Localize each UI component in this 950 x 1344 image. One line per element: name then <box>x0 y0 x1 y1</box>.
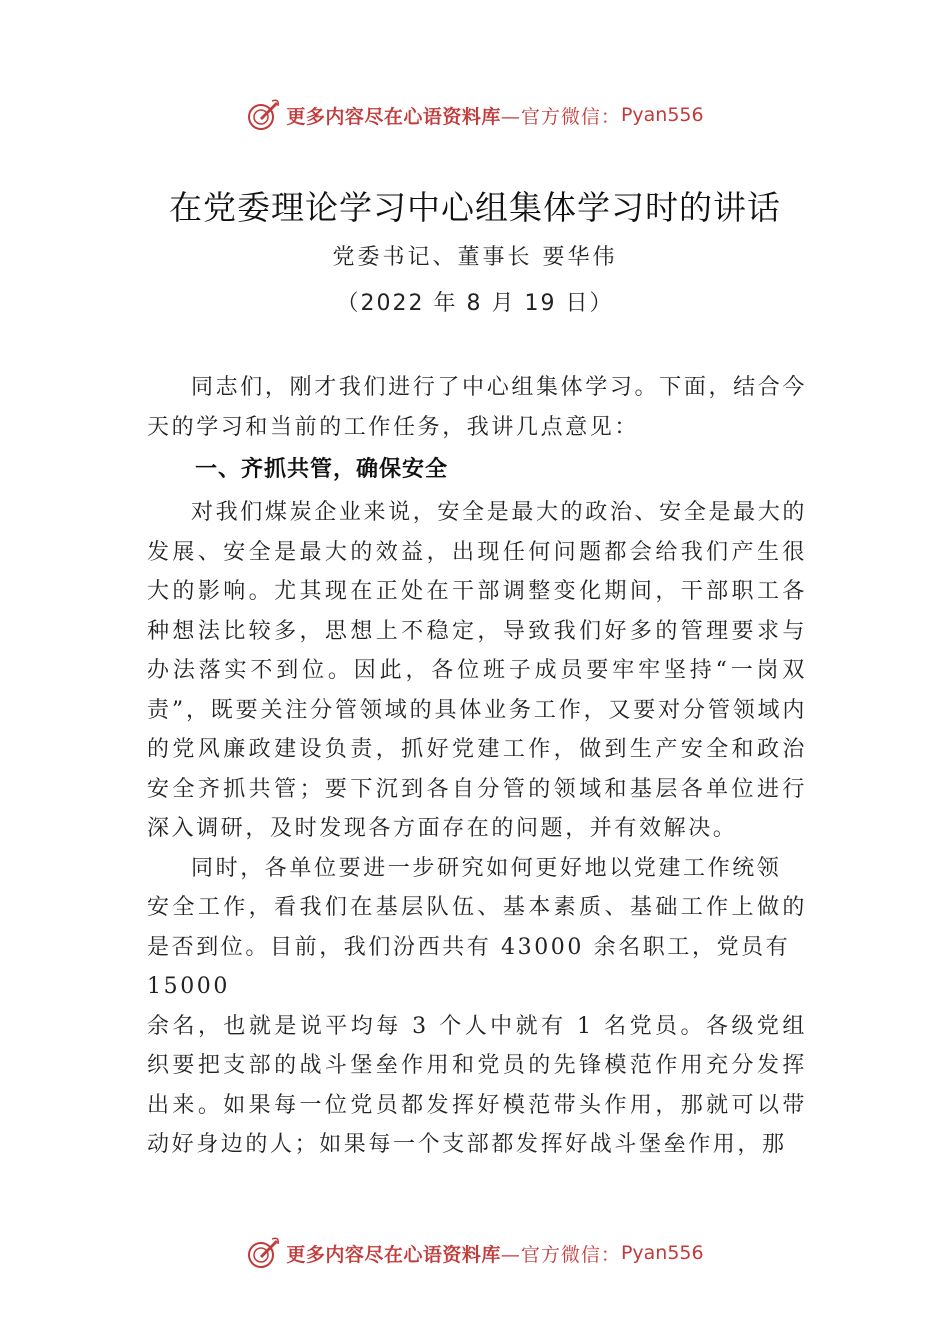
document-body <box>147 368 807 1165</box>
watermark-brand-text: 更多内容尽在心语资料库 <box>286 105 501 128</box>
opening-paragraph: 同志们，刚才我们进行了中心组集体学习。下面，结合今天的学习和当前的工作任务，我讲几点意见： <box>147 375 807 440</box>
section-1-paragraph-1: 对我们煤炭企业来说，安全是最大的政治、安全是最大的发展、安全是最大的效益，出现任何问题都会给我们产生很大的影响。尤其现在正处在干部调整变化期间，干部职工各种想法比较多，思想上不稳定，导致我们好多的管理要求与办法落实不到位。因此，各位班子成员要牢牢坚持“一岗双责”，既要关注分管领域的具体业务工作，又要对分管领域内的党风廉政建设负责，抓好党建工作，做到生产安全和政治安全齐抓共管；要下沉到各自分管的领域和基层各单位进行深入调研，及时发现各方面存在的问题，并有效解决。 <box>147 500 807 841</box>
quill-ink-logo-icon <box>246 1236 280 1270</box>
header-watermark-banner <box>0 95 950 135</box>
footer-watermark-banner <box>0 1233 950 1273</box>
watermark-wechat-handle: Pyan556 <box>620 1242 704 1264</box>
watermark-official-label: —官方微信： <box>500 105 621 128</box>
document-byline: 党委书记、董事长 要华伟 <box>332 245 618 270</box>
section-1-paragraph-2-continuation: 余名，也就是说平均每 3 个人中就有 1 名党员。各级党组织要把支部的战斗堡垒作用和党员的先锋模范作用充分发挥出来。如果每一位党员都发挥好模范带头作用，那就可以带动好身边的人；如果每一个支部都发挥好战斗堡垒作用，那 <box>147 1013 807 1157</box>
section-1-paragraph-2-line-2: 安全工作，看我们在基层队伍、基本素质、基础工作上做的是否到位。目前，我们汾西共有 43000 余名职工，党员有 <box>147 895 807 960</box>
watermark-brand-text: 更多内容尽在心语资料库 <box>286 1243 501 1266</box>
section-1-heading: 一、齐抓共管，确保安全 <box>195 457 449 482</box>
document-date: （2022 年 8 月 19 日） <box>336 291 614 316</box>
quill-ink-logo-icon <box>246 98 280 132</box>
document-title: 在党委理论学习中心组集体学习时的讲话 <box>169 188 781 227</box>
watermark-wechat-handle: Pyan556 <box>620 104 704 126</box>
section-1-paragraph-2-number: 15000 <box>147 974 230 999</box>
section-1-paragraph-2-line-1: 同时，各单位要进一步研究如何更好地以党建工作统领 <box>191 855 782 881</box>
watermark-official-label: —官方微信： <box>500 1243 621 1266</box>
